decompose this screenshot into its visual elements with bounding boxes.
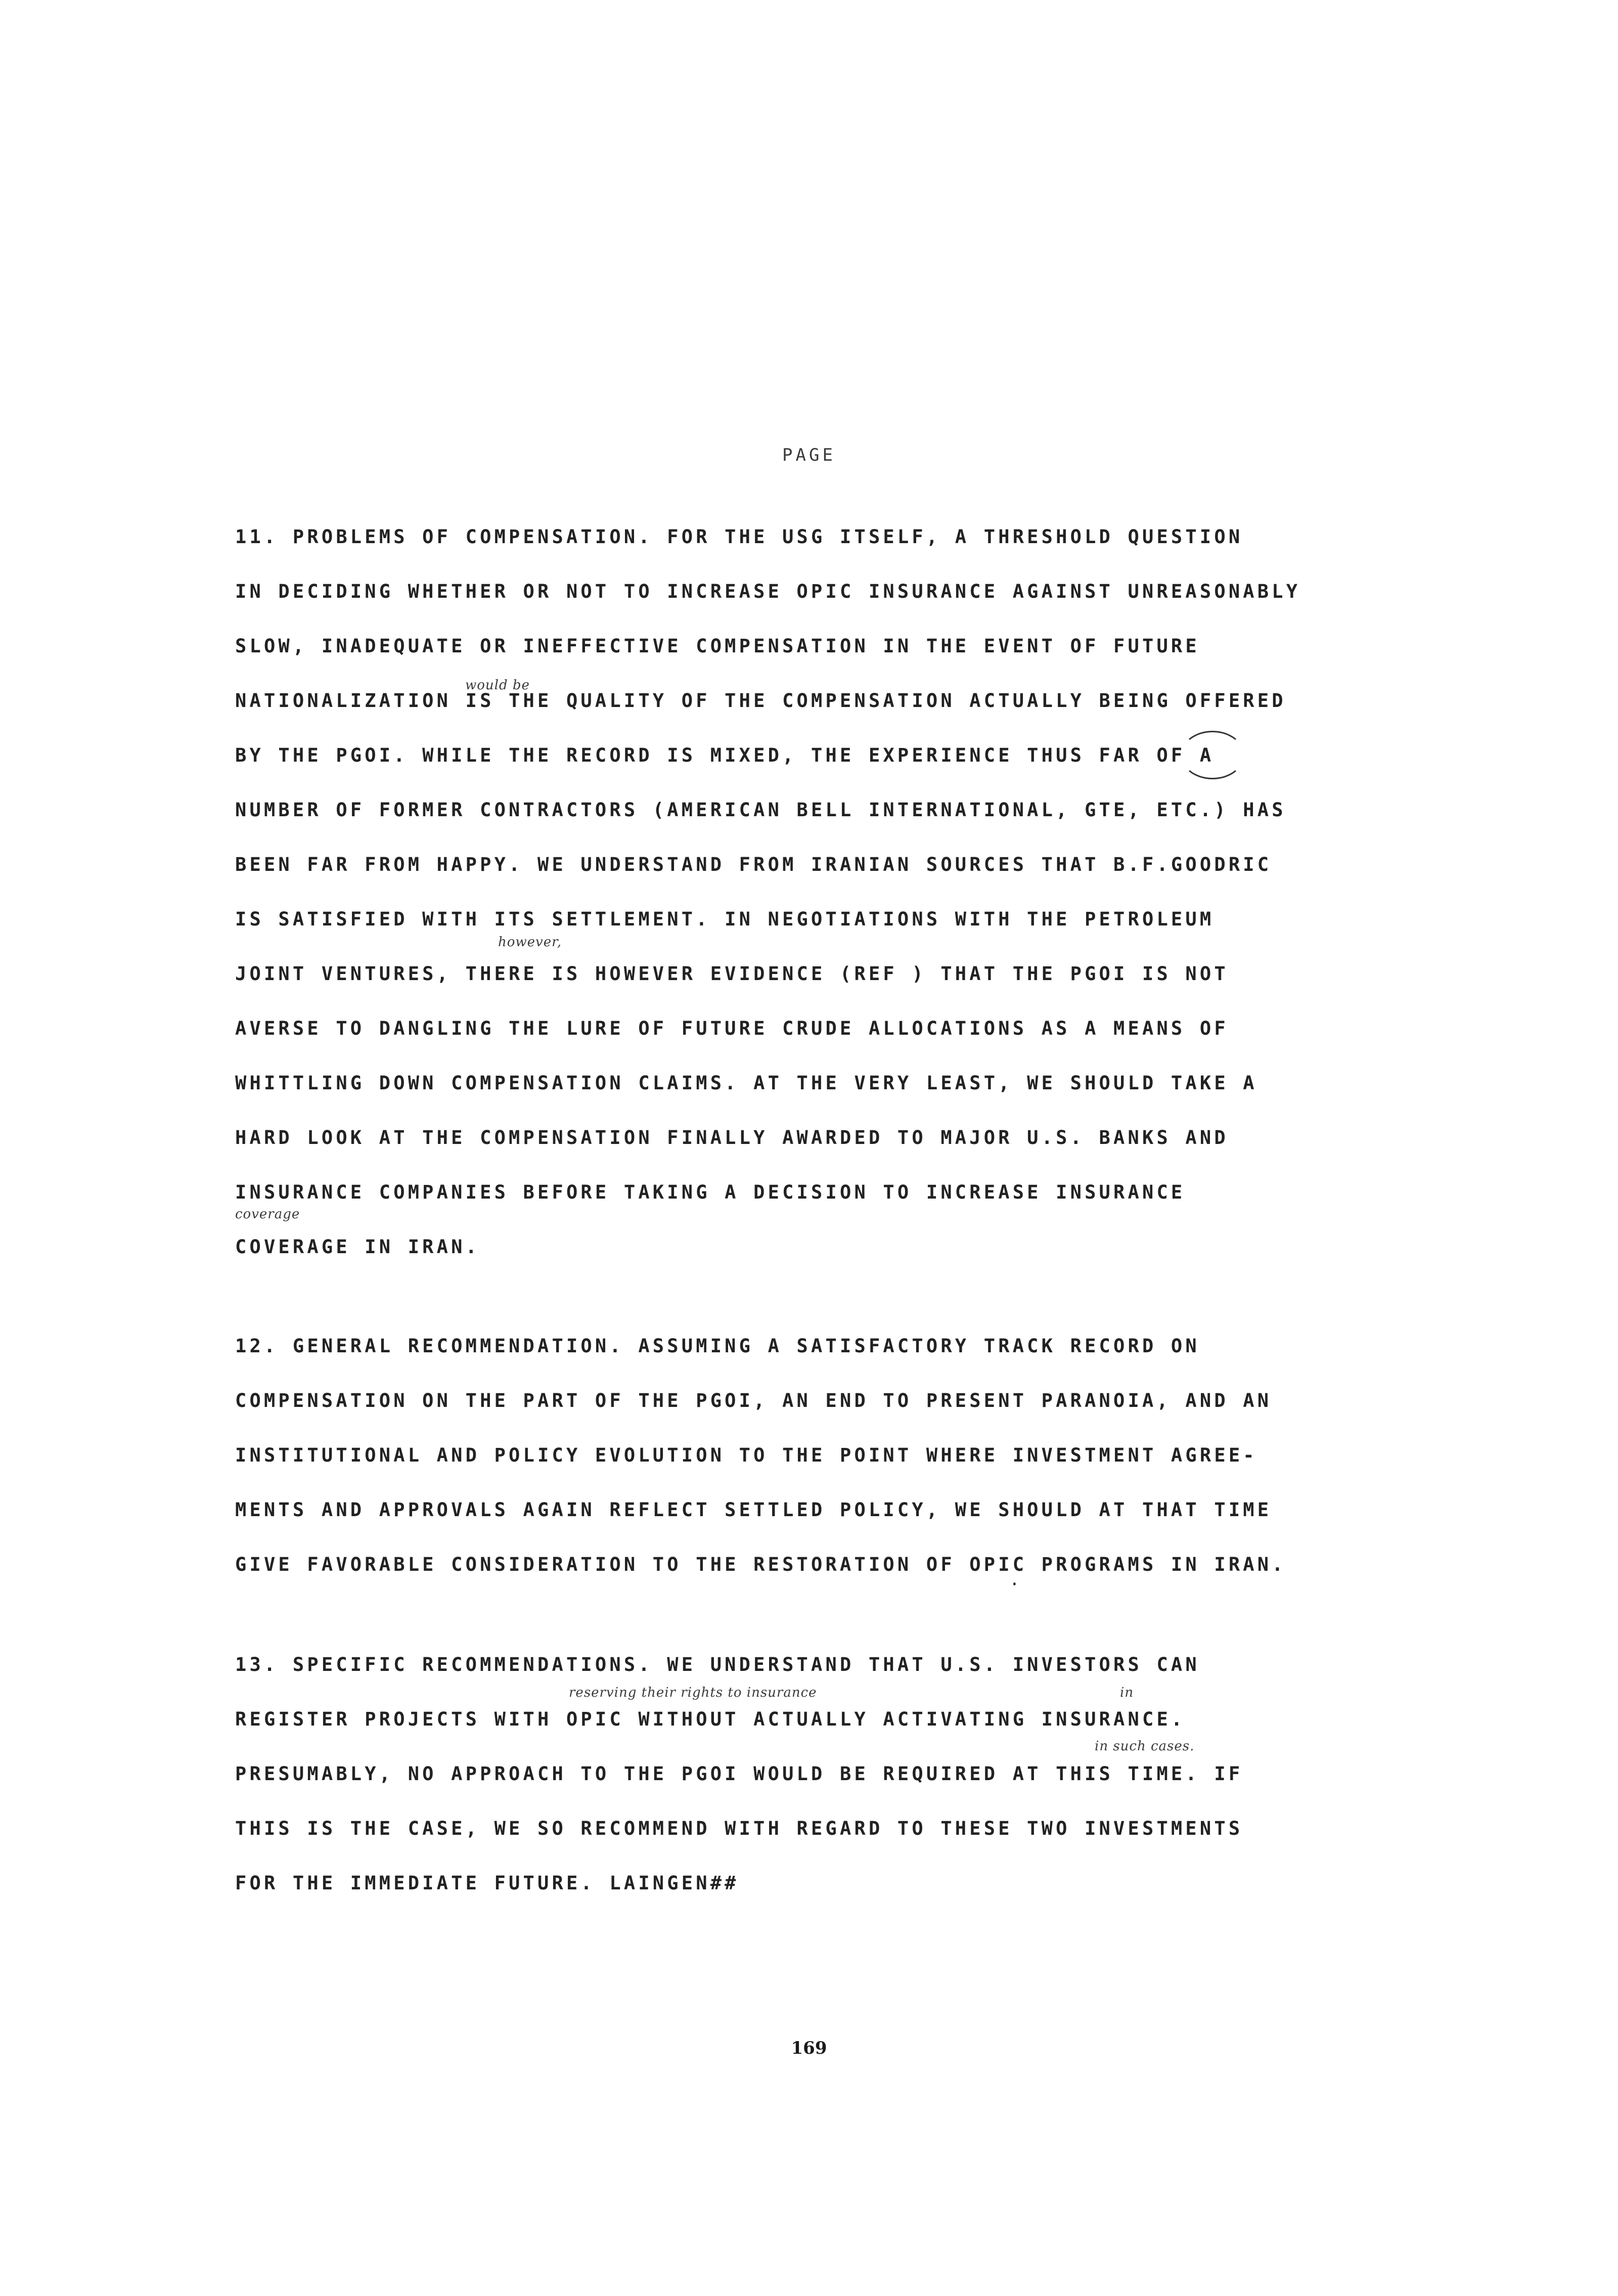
- paragraph-line: INSURANCE COMPANIES BEFORE TAKING A DECISION TO INCREASE INSURANCE: [235, 1181, 1186, 1203]
- paragraph-line: THIS IS THE CASE, WE SO RECOMMEND WITH REGARD TO THESE TWO INVESTMENTS: [235, 1818, 1243, 1839]
- handwritten-annotation: however,: [498, 935, 562, 950]
- paragraph-line: REGISTER PROJECTS WITH OPIC WITHOUT ACTUALLY ACTIVATING INSURANCE.: [235, 1708, 1186, 1730]
- paragraph-line: SLOW, INADEQUATE OR INEFFECTIVE COMPENSATION IN THE EVENT OF FUTURE: [235, 635, 1200, 657]
- paragraph-line: 13. SPECIFIC RECOMMENDATIONS. WE UNDERSTAND THAT U.S. INVESTORS CAN: [235, 1654, 1200, 1675]
- page-number: 169: [791, 2038, 827, 2058]
- handwritten-annotation: coverage: [235, 1207, 300, 1222]
- paragraph-line: HARD LOOK AT THE COMPENSATION FINALLY AWARDED TO MAJOR U.S. BANKS AND: [235, 1127, 1229, 1149]
- paragraph-line: BY THE PGOI. WHILE THE RECORD IS MIXED, THE EXPERIENCE THUS FAR OF A: [235, 744, 1215, 766]
- check-mark-icon: ·: [1011, 1573, 1018, 1596]
- paragraph-line: COMPENSATION ON THE PART OF THE PGOI, AN END TO PRESENT PARANOIA, AND AN: [235, 1390, 1272, 1411]
- handwritten-annotation: would be: [465, 678, 530, 693]
- paragraph-line: BEEN FAR FROM HAPPY. WE UNDERSTAND FROM IRANIAN SOURCES THAT B.F.GOODRIC: [235, 854, 1272, 875]
- page-header: PAGE: [782, 445, 836, 465]
- paragraph-line: 11. PROBLEMS OF COMPENSATION. FOR THE USG ITSELF, A THRESHOLD QUESTION: [235, 526, 1243, 548]
- paragraph-line: GIVE FAVORABLE CONSIDERATION TO THE RESTORATION OF OPIC PROGRAMS IN IRAN.: [235, 1554, 1286, 1575]
- paragraph-line: JOINT VENTURES, THERE IS HOWEVER EVIDENCE (REF ) THAT THE PGOI IS NOT: [235, 963, 1229, 985]
- paragraph-line: FOR THE IMMEDIATE FUTURE. LAINGEN##: [235, 1872, 739, 1894]
- paragraph-line: 12. GENERAL RECOMMENDATION. ASSUMING A SATISFACTORY TRACK RECORD ON: [235, 1335, 1200, 1357]
- handwritten-annotation: in such cases.: [1095, 1739, 1195, 1754]
- paragraph-line: AVERSE TO DANGLING THE LURE OF FUTURE CRUDE ALLOCATIONS AS A MEANS OF: [235, 1018, 1229, 1039]
- paragraph-line: NATIONALIZATION IS THE QUALITY OF THE COMPENSATION ACTUALLY BEING OFFERED: [235, 690, 1286, 712]
- paragraph-line: WHITTLING DOWN COMPENSATION CLAIMS. AT THE VERY LEAST, WE SHOULD TAKE A: [235, 1072, 1257, 1094]
- paragraph-line: IN DECIDING WHETHER OR NOT TO INCREASE OPIC INSURANCE AGAINST UNREASONABLY: [235, 581, 1301, 602]
- paragraph-line: NUMBER OF FORMER CONTRACTORS (AMERICAN BELL INTERNATIONAL, GTE, ETC.) HAS: [235, 799, 1286, 821]
- paragraph-line: MENTS AND APPROVALS AGAIN REFLECT SETTLED POLICY, WE SHOULD AT THAT TIME: [235, 1499, 1272, 1521]
- handwritten-annotation: reserving their rights to insurance: [569, 1685, 817, 1700]
- paragraph-line: IS SATISFIED WITH ITS SETTLEMENT. IN NEGOTIATIONS WITH THE PETROLEUM: [235, 908, 1215, 930]
- paragraph-line: PRESUMABLY, NO APPROACH TO THE PGOI WOULD BE REQUIRED AT THIS TIME. IF: [235, 1763, 1243, 1785]
- handwritten-annotation: in: [1120, 1685, 1134, 1700]
- paragraph-line: INSTITUTIONAL AND POLICY EVOLUTION TO THE POINT WHERE INVESTMENT AGREE-: [235, 1444, 1257, 1466]
- paragraph-line: COVERAGE IN IRAN.: [235, 1236, 480, 1258]
- circled-word-mark: [1181, 731, 1244, 779]
